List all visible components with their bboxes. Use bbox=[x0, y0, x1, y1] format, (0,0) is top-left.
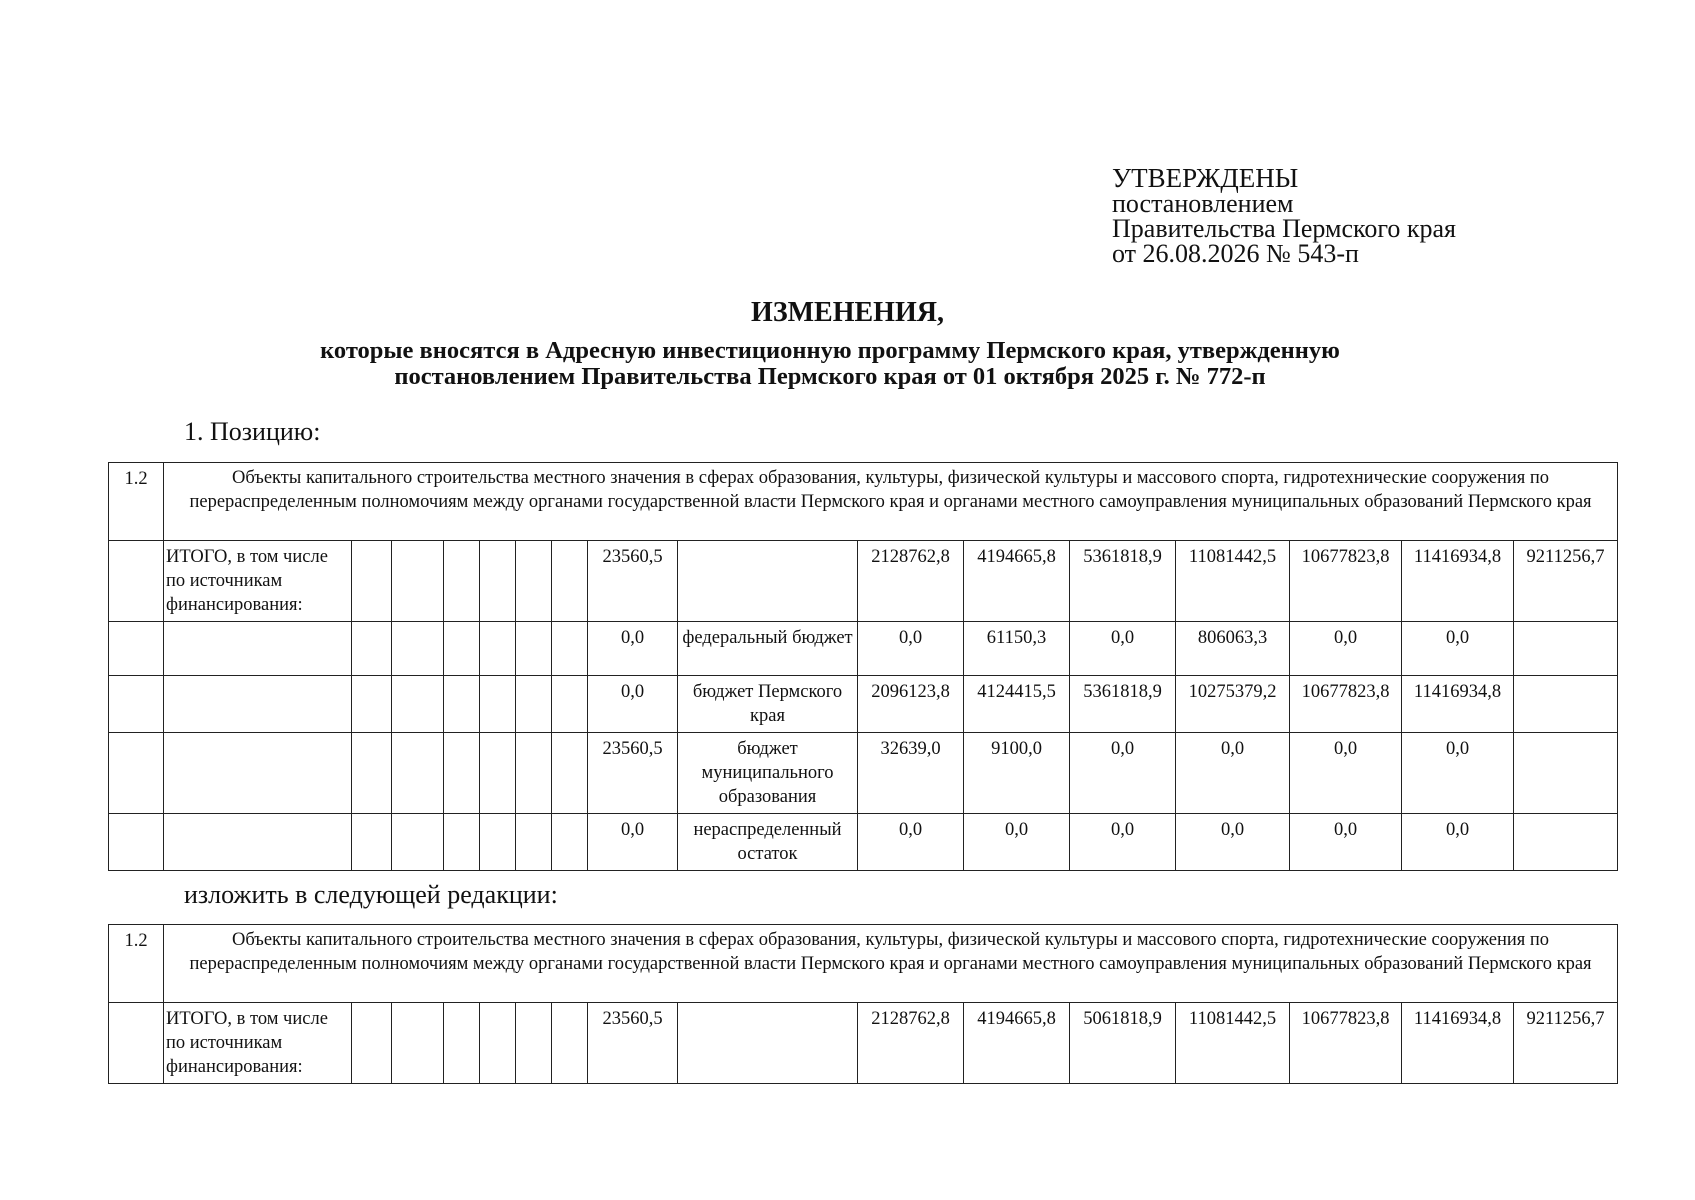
empty-cell bbox=[516, 622, 552, 676]
empty-cell bbox=[444, 1003, 480, 1084]
value-cell: 0,0 bbox=[1402, 622, 1514, 676]
prior-years-cell: 23560,5 bbox=[588, 733, 678, 814]
value-cell: 11416934,8 bbox=[1402, 1003, 1514, 1084]
value-cell: 61150,3 bbox=[964, 622, 1070, 676]
empty-cell bbox=[392, 733, 444, 814]
empty-cell bbox=[552, 541, 588, 622]
subtitle-line: которые вносятся в Адресную инвестиционную программу Пермского края, утвержденную bbox=[320, 337, 1340, 364]
empty-cell bbox=[480, 541, 516, 622]
value-cell bbox=[1514, 676, 1618, 733]
row-code-cell bbox=[109, 676, 164, 733]
value-cell: 0,0 bbox=[1290, 814, 1402, 871]
prior-years-cell: 0,0 bbox=[588, 622, 678, 676]
value-cell: 2128762,8 bbox=[858, 541, 964, 622]
prior-years-cell: 0,0 bbox=[588, 676, 678, 733]
row-name-cell bbox=[164, 676, 352, 733]
value-cell: 11416934,8 bbox=[1402, 541, 1514, 622]
row-name-cell bbox=[164, 814, 352, 871]
empty-cell bbox=[552, 733, 588, 814]
value-cell bbox=[1514, 622, 1618, 676]
value-cell: 4194665,8 bbox=[964, 1003, 1070, 1084]
value-cell: 4124415,5 bbox=[964, 676, 1070, 733]
empty-cell bbox=[352, 814, 392, 871]
funding-source-cell: нераспределенный остаток bbox=[678, 814, 858, 871]
empty-cell bbox=[552, 622, 588, 676]
empty-cell bbox=[480, 622, 516, 676]
value-cell: 2096123,8 bbox=[858, 676, 964, 733]
table-row bbox=[109, 733, 1618, 814]
row-name-cell: ИТОГО, в том числе по источникам финансирования: bbox=[164, 541, 352, 622]
position-table-after bbox=[108, 924, 1618, 1084]
prior-years-cell: 0,0 bbox=[588, 814, 678, 871]
document-title: ИЗМЕНЕНИЯ, bbox=[751, 297, 944, 328]
empty-cell bbox=[352, 676, 392, 733]
value-cell: 0,0 bbox=[1070, 733, 1176, 814]
value-cell: 32639,0 bbox=[858, 733, 964, 814]
empty-cell bbox=[444, 733, 480, 814]
funding-source-cell bbox=[678, 541, 858, 622]
empty-cell bbox=[352, 622, 392, 676]
value-cell: 0,0 bbox=[858, 622, 964, 676]
empty-cell bbox=[392, 676, 444, 733]
row-code-cell bbox=[109, 622, 164, 676]
value-cell: 0,0 bbox=[1402, 814, 1514, 871]
section-header-row bbox=[109, 463, 1618, 541]
value-cell: 10677823,8 bbox=[1290, 676, 1402, 733]
value-cell: 0,0 bbox=[858, 814, 964, 871]
empty-cell bbox=[480, 1003, 516, 1084]
table-row bbox=[109, 676, 1618, 733]
value-cell: 0,0 bbox=[964, 814, 1070, 871]
empty-cell bbox=[392, 622, 444, 676]
value-cell: 10677823,8 bbox=[1290, 541, 1402, 622]
empty-cell bbox=[480, 733, 516, 814]
value-cell bbox=[1514, 733, 1618, 814]
value-cell: 0,0 bbox=[1176, 733, 1290, 814]
empty-cell bbox=[552, 1003, 588, 1084]
row-code-cell bbox=[109, 1003, 164, 1084]
empty-cell bbox=[444, 622, 480, 676]
prior-years-cell: 23560,5 bbox=[588, 1003, 678, 1084]
value-cell: 10275379,2 bbox=[1176, 676, 1290, 733]
table-row bbox=[109, 622, 1618, 676]
subtitle-line: постановлением Правительства Пермского края от 01 октября 2025 г. № 772-п bbox=[394, 363, 1266, 390]
value-cell: 2128762,8 bbox=[858, 1003, 964, 1084]
funding-source-cell: бюджет муниципального образования bbox=[678, 733, 858, 814]
table-row bbox=[109, 541, 1618, 622]
approval-heading: УТВЕРЖДЕНЫ bbox=[1112, 163, 1299, 193]
empty-cell bbox=[444, 676, 480, 733]
funding-source-cell: бюджет Пермского края bbox=[678, 676, 858, 733]
value-cell: 806063,3 bbox=[1176, 622, 1290, 676]
table-row bbox=[109, 1003, 1618, 1084]
section-label-position: 1. Позицию: bbox=[184, 417, 321, 446]
row-name-cell bbox=[164, 733, 352, 814]
value-cell: 0,0 bbox=[1070, 814, 1176, 871]
value-cell: 11081442,5 bbox=[1176, 541, 1290, 622]
section-code: 1.2 bbox=[109, 463, 164, 541]
empty-cell bbox=[516, 676, 552, 733]
row-code-cell bbox=[109, 541, 164, 622]
empty-cell bbox=[392, 541, 444, 622]
position-table-before bbox=[108, 462, 1618, 871]
empty-cell bbox=[352, 733, 392, 814]
value-cell: 0,0 bbox=[1290, 733, 1402, 814]
empty-cell bbox=[516, 541, 552, 622]
value-cell: 0,0 bbox=[1176, 814, 1290, 871]
value-cell: 0,0 bbox=[1070, 622, 1176, 676]
empty-cell bbox=[352, 541, 392, 622]
section-description: Объекты капитального строительства местного значения в сферах образования, культуры, физической культуры и массового спорта, гидротехнические сооружения по перераспределенным полномочиям между органами государственной власти Пермского края и органами местного самоуправления муниципальных образований Пермского края bbox=[164, 463, 1618, 541]
value-cell: 9211256,7 bbox=[1514, 1003, 1618, 1084]
value-cell: 9211256,7 bbox=[1514, 541, 1618, 622]
empty-cell bbox=[480, 814, 516, 871]
empty-cell bbox=[392, 814, 444, 871]
empty-cell bbox=[392, 1003, 444, 1084]
funding-source-cell bbox=[678, 1003, 858, 1084]
approval-date: от 26.08.2026 № 543-п bbox=[1112, 239, 1359, 268]
value-cell: 11081442,5 bbox=[1176, 1003, 1290, 1084]
section-header-row bbox=[109, 925, 1618, 1003]
value-cell: 10677823,8 bbox=[1290, 1003, 1402, 1084]
row-name-cell: ИТОГО, в том числе по источникам финансирования: bbox=[164, 1003, 352, 1084]
section-description: Объекты капитального строительства местного значения в сферах образования, культуры, физической культуры и массового спорта, гидротехнические сооружения по перераспределенным полномочиям между органами государственной власти Пермского края и органами местного самоуправления муниципальных образований Пермского края bbox=[164, 925, 1618, 1003]
empty-cell bbox=[516, 1003, 552, 1084]
empty-cell bbox=[480, 676, 516, 733]
empty-cell bbox=[444, 541, 480, 622]
table-row bbox=[109, 814, 1618, 871]
section-code: 1.2 bbox=[109, 925, 164, 1003]
section-label-new-edition: изложить в следующей редакции: bbox=[184, 880, 558, 909]
row-name-cell bbox=[164, 622, 352, 676]
value-cell: 11416934,8 bbox=[1402, 676, 1514, 733]
empty-cell bbox=[444, 814, 480, 871]
value-cell: 4194665,8 bbox=[964, 541, 1070, 622]
value-cell: 0,0 bbox=[1290, 622, 1402, 676]
row-code-cell bbox=[109, 733, 164, 814]
row-code-cell bbox=[109, 814, 164, 871]
value-cell: 5061818,9 bbox=[1070, 1003, 1176, 1084]
approval-line: постановлением bbox=[1112, 189, 1294, 218]
approval-line: Правительства Пермского края bbox=[1112, 214, 1456, 243]
empty-cell bbox=[552, 814, 588, 871]
funding-source-cell: федеральный бюджет bbox=[678, 622, 858, 676]
value-cell: 9100,0 bbox=[964, 733, 1070, 814]
prior-years-cell: 23560,5 bbox=[588, 541, 678, 622]
value-cell: 5361818,9 bbox=[1070, 676, 1176, 733]
value-cell: 0,0 bbox=[1402, 733, 1514, 814]
empty-cell bbox=[516, 733, 552, 814]
empty-cell bbox=[516, 814, 552, 871]
document-subtitle bbox=[230, 338, 1430, 390]
value-cell bbox=[1514, 814, 1618, 871]
approval-block bbox=[1112, 163, 1456, 268]
value-cell: 5361818,9 bbox=[1070, 541, 1176, 622]
empty-cell bbox=[552, 676, 588, 733]
empty-cell bbox=[352, 1003, 392, 1084]
